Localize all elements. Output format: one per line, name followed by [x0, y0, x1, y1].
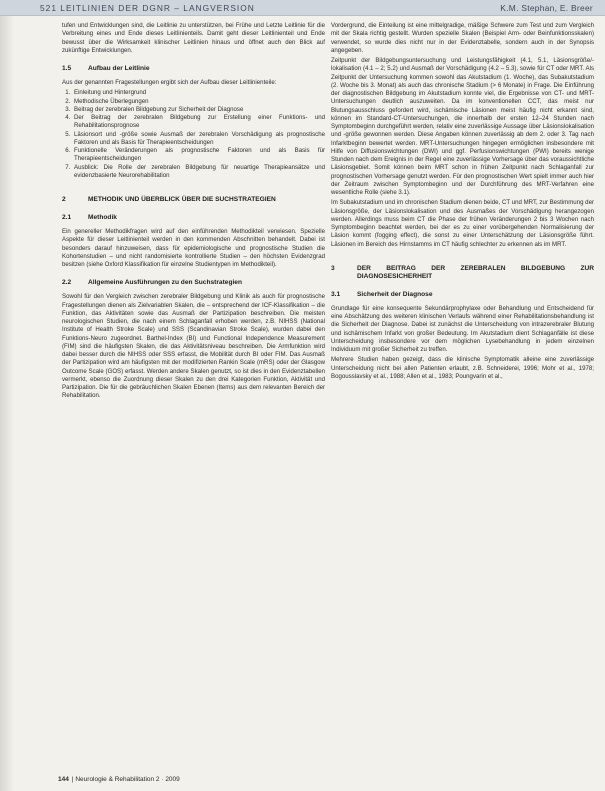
- paragraph: Grundlage für eine konsequente Sekundärprophylaxe oder Behandlung und Entscheidend für eine Abschätzung des weiteren klinischen Verlaufs während einer Rehabilitationsbehandlung ist die Sicherheit der Diagnose. Dabei ist zunächst die Unterscheidung von intrazerebraler Blutung und ischämischem Infarkt von großer Bedeutung. Im Akutstadium dient Schlaganfälle ist diese Unterscheidung insbesondere vor dem möglichen Lysebehandlung in jedem einzelnen Individuum mit großer Sicherheit zu treffen.: [331, 304, 594, 353]
- section-number: 2: [62, 196, 66, 203]
- section-title: Allgemeine Ausführungen zu den Suchstrategien: [88, 279, 242, 287]
- list-item: 3. Beitrag der zerebralen Bildgebung zur Sicherheit der Diagnose: [72, 106, 325, 114]
- right-column: [331, 22, 594, 383]
- list-item: 4. Der Beitrag der zerebralen Bildgebung zur Erstellung einer Funktions- und Rehabilitationsprognose: [72, 114, 325, 131]
- section-title: Methodik: [88, 214, 117, 221]
- running-header: [0, 0, 605, 16]
- section-number: 2.2: [62, 279, 72, 287]
- list-item: 1. Einleitung und Hintergrund: [72, 89, 325, 97]
- paragraph: Im Subakutstadium und im chronischen Stadium dienen beide, CT und MRT, zur Bestimmung der Läsionsgröße, der Läsionslokalisation und des Ausmaßes der Vorschädigung herangezogen werden. Allerdings muss beim CT die Phase der frühen Veränderungen 2 bis 3 Wochen nach Symptombeginn beachtet werden, bei der es zu einer vorübergehenden Normalisierung der Läsion kommt (fogging effect), die sonst zu einer Unterschätzung der Läsionsgröße führt. Läsionen im Bereich des Hirnstamms im CT häufig schlechter zu erkennen als im MRT.: [331, 199, 594, 248]
- structure-list: [62, 89, 325, 180]
- section-title: DER BEITRAG DER ZEREBRALEN BILDGEBUNG ZUR DIAGNOSESICHERHEIT: [357, 264, 594, 280]
- paragraph: Aus der genannten Fragestellungen ergibt sich der Aufbau dieser Leitlinienteile:: [62, 79, 277, 86]
- section-title: Aufbau der Leitlinie: [88, 65, 150, 72]
- header-title: 521 LEITLINIEN DER DGNR – LANGVERSION: [40, 2, 255, 13]
- list-item: 6. Funktionelle Veränderungen als prognostische Faktoren und als Basis für Therapieentscheidungen: [72, 147, 325, 164]
- paragraph: Vordergrund, die Einteilung ist eine mittelgradige, mäßige Schwere zum Test und zum Vergleich mit der Skala richtig gestellt. Wurden spezielle Skalen (Beispiel Arm- oder Beinfunktionsskalen) verwendet, so wurde dies nicht nur in der Evidenztabelle, sondern auch in der Synopsis angegeben.: [331, 22, 594, 54]
- page-number: 144: [58, 776, 69, 783]
- section-heading-2-1: [62, 214, 325, 222]
- section-heading-2: [62, 196, 325, 204]
- section-heading-3-1: [331, 291, 594, 299]
- header-authors: K.M. Stephan, E. Breer: [500, 2, 593, 13]
- page-footer: [58, 776, 180, 783]
- scan-edge-shadow: [0, 0, 14, 791]
- intro-paragraph: tufen und Entwicklungen sind, die Leitlinie zu unterstützen, bei Frühe und Letzte Leitlinie für die Verbreitung eines und Ende dieses Leitlinienteils. Damit geht dieser Leitlinienteil und Ende bewusst über die Wirksamkeit klinischer Leitlinien hinaus und öffnet auch den Blick auf zukünftige Entwicklungen.: [62, 22, 325, 54]
- paragraph: Ein genereller Methodikfragen wird auf den einführenden Methodikteil verwiesen. Spezielle Aspekte für dieser Leitlinienteil werden in den kommenden Abschnitten behandelt. Dabei ist besonders darauf hinzuweisen, dass für epidemiologische und prognostische Studien die Kohortenstudien – und nicht randomisierte kontrollierte Studien – den höchsten Evidenzgrad besitzen (siehe Oxford Klassifikation für einzelne Studientypen im Methodikteil).: [62, 228, 325, 268]
- paragraph: Sowohl für den Vergleich zwischen zerebraler Bildgebung und Klinik als auch für prognostische Fragestellungen dienen als Zielvariablen Skalen, die – entsprechend der ICF-Klassifikation – die Funktion, das Aktivitäten sowie das Ausmaß der Partizipation beschreiben. Die meisten neurologischen Studien, die nach einem Schlaganfall erhoben werden, z.B. NIHSS (National Institute of Health Stroke Scale) und SSS (Scandinavian Stroke Scale), wurden dabei den Funktions-Neuro zugeordnet. Barthel-Index (BI) und Functional Independence Measurement (FIM) sind die häufigsten Skalen, die das Aktivitätsniveau beschreiben. Die Armfunktion wird dabei besser durch die NIHSS oder SSS erfasst, die Mobilität durch BI oder FIM. Das Ausmaß der Partizipation wird am häufigsten mit der modifizierten Rankin Scale (mRS) oder der Glasgow Outcome Scale (GOS) erfasst. Werden andere Skalen genutzt, so ist dies in den Evidenztabellen vermerkt, ebenso die Zuordnung dieser Skalen zu den drei Kategorien Funktion, Aktivität und Partizipation. Die für die gebräuchlichen Skalen Ebenen (Items) aus dem relevanten Bereich der Rehabilitation.: [62, 293, 325, 400]
- section-number: 1.5: [62, 65, 72, 72]
- list-item: 7. Ausblick: Die Rolle der zerebralen Bildgebung für neuartige Therapieansätze und evidenzbasierte Neurorehabilitation: [72, 164, 325, 181]
- section-title: METHODIK UND ÜBERBLICK ÜBER DIE SUCHSTRATEGIEN: [88, 196, 276, 203]
- paragraph: Zeitpunkt der Bildgebungsuntersuchung und Leistungsfähigkeit (4.1, 5.1, Läsionsgröße/-lokalisation (4.1 – 2; 5.2) und Ausmaß der Vorschädigung (4.2 – 5.3), sowie für CT oder MRT. Als Zeitpunkt der Untersuchung kommen sowohl das Akutstadium (1. Woche), das Subakutstadium (2. Woche bis 3. Monat) als auch das chronische Stadium (> 6 Monate) in Frage. Die Einführung der diagnostischen Bildgebung im Akutstadium konnte viel, die Ergebnisse von CT- und MRT-Untersuchungen deutlich auszuweiten. Da im konventionellen CCT, das meist nur Blutungsausschluss gefordert wird, ischämische Läsionen meist häufig nicht erkannt sind, können im Standard-CT-Untersuchungen, die innerhalb der ersten 12–24 Stunden nach Symptombeginn durchgeführt werden, relativ eine zuverlässige Aussage über Läsionslokalisation und -größe gewonnen werden. Diese Angaben können zuverlässig ab dem 2. oder 3. Tag nach Infarktbeginn bewertet werden. MRT-Untersuchungen hingegen ermöglichen insbesondere mit Hilfe von Diffusionswichtungen (DWI) und ggf. Perfusionswichtungen (PWI) bereits wenige Stunden nach dem Ereignis in der Regel eine zuverlässige Vorhersage über das voraussichtliche Läsionsgebiet. Somit können beim MRT schon in frühen Zeitpunkt nach Schlaganfall zur prognostischen Vorhersage genutzt werden. Für den prognostischen Wert spielt immer auch hier der Zeitraum zwischen Symptombeginn und der Durchführung des MRT-Verfahren eine wesentliche Rolle (siehe 3.1).: [331, 57, 594, 196]
- left-column: [62, 22, 325, 403]
- list-item: 2. Methodische Überlegungen: [72, 98, 325, 106]
- list-item: 5. Läsionsort und -größe sowie Ausmaß der zerebralen Vorschädigung als prognostische Faktoren und als Basis für Therapieentscheidungen: [72, 131, 325, 148]
- section-title: Sicherheit der Diagnose: [357, 290, 433, 298]
- section-number: 3: [331, 264, 335, 272]
- section-heading-2-2: [62, 279, 325, 287]
- section-number: 3.1: [331, 290, 341, 298]
- paragraph: Mehrere Studien haben gezeigt, dass die klinische Symptomatik alleine eine zuverlässige Unterscheidung nicht bei allen Patienten erlaubt, z.B. Schneiderei, 1996; Mohr et al., 1978; Bogousslavsky et al., 1988; Allen et al., 1983; Poungvarin et al.,: [331, 356, 594, 380]
- section-number: 2.1: [62, 214, 72, 221]
- journal-reference: | Neurologie & Rehabilitation 2 · 2009: [71, 776, 180, 783]
- section-heading-3: [331, 265, 594, 281]
- section-heading-1-5: [62, 65, 325, 73]
